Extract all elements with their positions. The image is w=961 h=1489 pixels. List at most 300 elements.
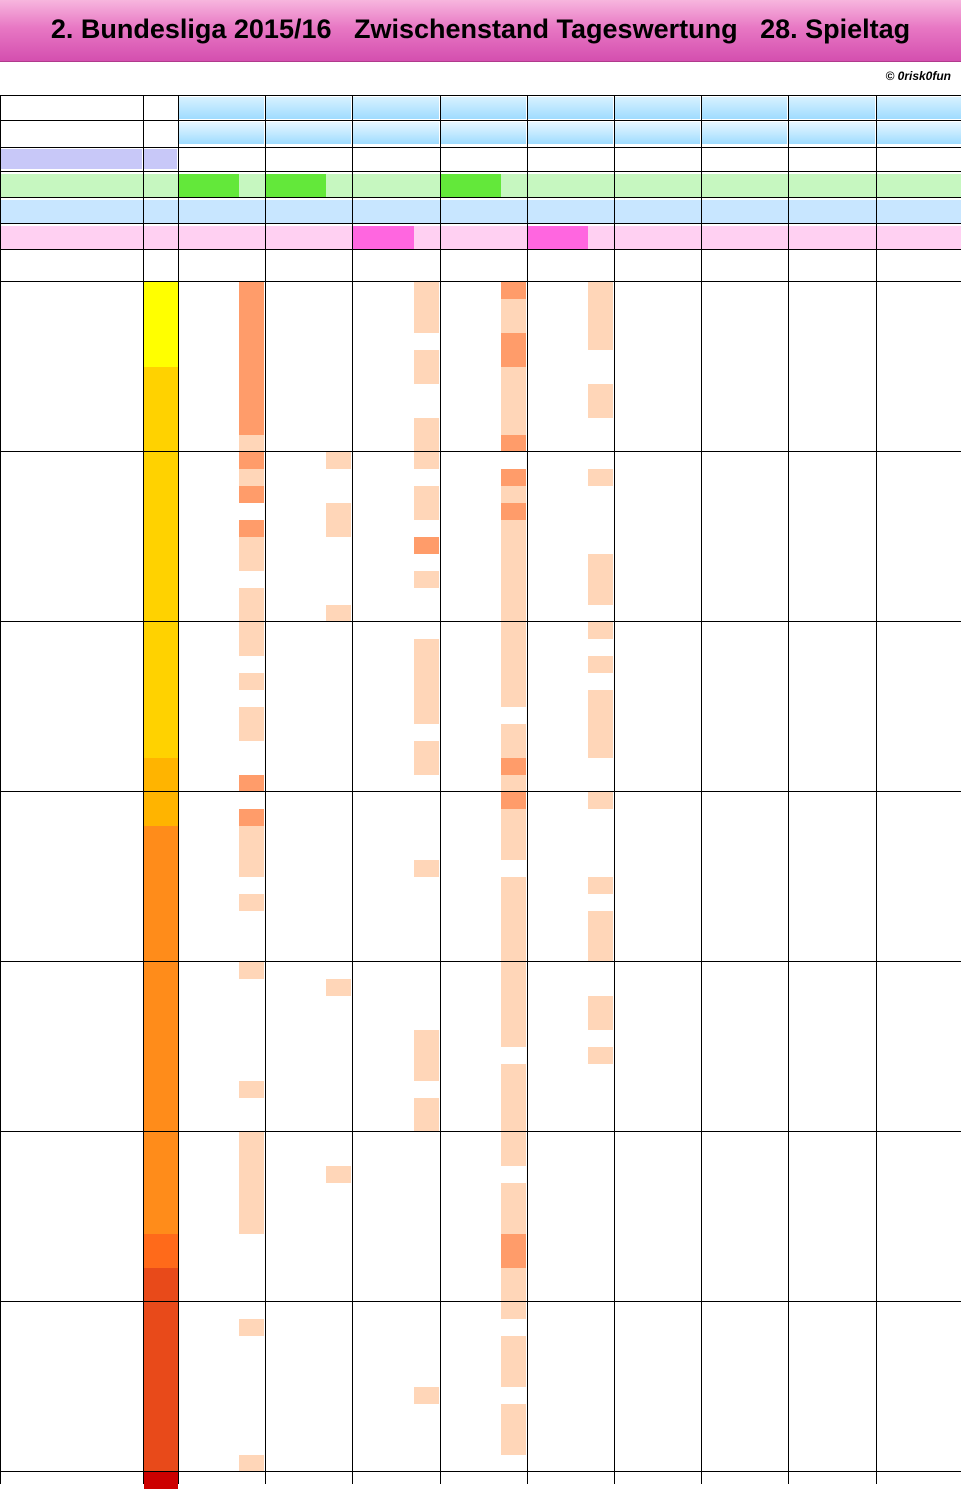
player-tip	[265, 792, 326, 809]
player-points	[414, 843, 439, 860]
player-name	[0, 452, 143, 469]
player-tip	[701, 1251, 762, 1268]
player-points	[501, 1404, 526, 1421]
player-tip	[876, 282, 937, 299]
player-tip	[788, 945, 849, 962]
row-divider	[0, 451, 961, 452]
player-tip	[701, 1183, 762, 1200]
player-tip	[876, 401, 937, 418]
player-tip	[265, 1115, 326, 1132]
tipper-count	[0, 125, 143, 142]
player-gp	[144, 945, 178, 962]
player-tip	[527, 520, 588, 537]
player-tip	[876, 1370, 937, 1387]
player-tip	[876, 1217, 937, 1234]
player-points	[239, 1438, 264, 1455]
player-tip	[701, 860, 762, 877]
player-tip	[352, 1404, 413, 1421]
player-tip	[788, 1200, 849, 1217]
player-points	[326, 1064, 351, 1081]
player-tip	[614, 1421, 675, 1438]
stat-value	[789, 226, 849, 250]
player-points	[239, 707, 264, 724]
player-points	[239, 1200, 264, 1217]
player-tip	[527, 1319, 588, 1336]
player-name	[0, 1217, 143, 1234]
player-points	[239, 469, 264, 486]
player-name	[0, 758, 143, 775]
player-tip	[265, 1421, 326, 1438]
player-points	[501, 928, 526, 945]
player-tip	[788, 1251, 849, 1268]
player-gp	[144, 1217, 178, 1234]
player-name	[0, 554, 143, 571]
player-points	[326, 1404, 351, 1421]
player-tip	[876, 588, 937, 605]
player-tip	[701, 554, 762, 571]
player-gp	[144, 826, 178, 843]
player-points	[239, 1166, 264, 1183]
player-tip	[265, 1098, 326, 1115]
player-tip	[352, 1115, 413, 1132]
player-name	[0, 1438, 143, 1455]
player-tip	[788, 1013, 849, 1030]
player-tip	[788, 826, 849, 843]
player-tip	[701, 401, 762, 418]
player-gp	[144, 282, 178, 299]
row-divider	[0, 961, 961, 962]
player-points	[239, 996, 264, 1013]
player-name	[0, 1166, 143, 1183]
match-name	[441, 97, 526, 119]
player-tip	[614, 843, 675, 860]
player-tip	[788, 554, 849, 571]
player-points	[501, 707, 526, 724]
player-gp	[144, 1404, 178, 1421]
player-tip	[178, 1336, 239, 1353]
player-name	[0, 316, 143, 333]
player-points	[501, 1115, 526, 1132]
player-tip	[701, 1149, 762, 1166]
player-points	[588, 333, 613, 350]
player-tip	[440, 1183, 501, 1200]
match-name	[702, 97, 787, 119]
player-points	[326, 418, 351, 435]
player-tip	[788, 979, 849, 996]
player-tip	[614, 809, 675, 826]
player-tip	[178, 299, 239, 316]
player-tip	[876, 792, 937, 809]
player-points	[501, 1081, 526, 1098]
player-tip	[701, 1013, 762, 1030]
player-tip	[788, 911, 849, 928]
player-tip	[265, 1047, 326, 1064]
player-gp	[144, 1013, 178, 1030]
player-tip	[701, 928, 762, 945]
column-divider	[440, 95, 441, 1484]
player-points	[588, 945, 613, 962]
player-tip	[440, 333, 501, 350]
player-tip	[788, 605, 849, 622]
player-tip	[614, 384, 675, 401]
player-tip	[178, 843, 239, 860]
player-tip	[265, 1285, 326, 1302]
player-tip	[701, 1234, 762, 1251]
player-tip	[352, 418, 413, 435]
player-tip	[352, 1472, 413, 1489]
player-points	[501, 894, 526, 911]
player-points	[326, 367, 351, 384]
player-gp	[144, 1472, 178, 1489]
player-points	[501, 1064, 526, 1081]
player-name	[0, 350, 143, 367]
player-points	[501, 673, 526, 690]
player-tip	[265, 1319, 326, 1336]
player-gp	[144, 588, 178, 605]
player-tip	[352, 962, 413, 979]
points-header	[850, 122, 875, 144]
player-tip	[701, 503, 762, 520]
player-tip	[352, 588, 413, 605]
player-name	[0, 1064, 143, 1081]
points-header	[326, 122, 351, 144]
player-points	[239, 843, 264, 860]
player-tip	[701, 1081, 762, 1098]
player-name	[0, 1098, 143, 1115]
player-name	[0, 1013, 143, 1030]
player-tip	[788, 1149, 849, 1166]
player-tip	[178, 588, 239, 605]
player-points	[501, 333, 526, 350]
player-points	[414, 520, 439, 537]
player-gp	[144, 656, 178, 673]
player-points	[239, 622, 264, 639]
player-tip	[440, 1302, 501, 1319]
player-tip	[876, 384, 937, 401]
player-points	[239, 571, 264, 588]
player-points	[326, 1302, 351, 1319]
player-name	[0, 843, 143, 860]
player-name	[0, 520, 143, 537]
player-points	[501, 1013, 526, 1030]
stat-value	[615, 200, 675, 224]
player-points	[239, 1098, 264, 1115]
player-points	[588, 809, 613, 826]
player-points	[501, 1302, 526, 1319]
player-points	[414, 367, 439, 384]
player-points	[588, 1064, 613, 1081]
player-tip	[178, 503, 239, 520]
player-tip	[178, 1149, 239, 1166]
points-header	[937, 122, 961, 144]
stat-value	[179, 174, 239, 198]
player-tip	[352, 503, 413, 520]
player-name	[0, 860, 143, 877]
player-gp	[144, 1047, 178, 1064]
player-name	[0, 1132, 143, 1149]
player-tip	[265, 1132, 326, 1149]
player-tip	[527, 928, 588, 945]
player-points	[326, 911, 351, 928]
stat-value	[179, 226, 239, 250]
row-divider	[0, 1131, 961, 1132]
player-tip	[440, 571, 501, 588]
player-tip	[440, 1370, 501, 1387]
player-tip	[614, 452, 675, 469]
player-gp	[144, 469, 178, 486]
player-points	[326, 1472, 351, 1489]
player-points	[414, 571, 439, 588]
player-tip	[265, 367, 326, 384]
player-tip	[788, 486, 849, 503]
player-tip	[614, 1098, 675, 1115]
match-result	[528, 122, 588, 144]
player-tip	[527, 1455, 588, 1472]
player-points	[588, 1047, 613, 1064]
player-tip	[265, 877, 326, 894]
player-tip	[352, 622, 413, 639]
player-tip	[265, 333, 326, 350]
player-tip	[178, 1132, 239, 1149]
player-tip	[265, 1064, 326, 1081]
player-points	[588, 418, 613, 435]
player-tip	[614, 639, 675, 656]
player-name	[0, 928, 143, 945]
player-points	[326, 775, 351, 792]
player-tip	[788, 588, 849, 605]
player-tip	[265, 554, 326, 571]
player-gp	[144, 1200, 178, 1217]
player-points	[501, 792, 526, 809]
player-points	[414, 1149, 439, 1166]
player-points	[239, 350, 264, 367]
player-tip	[265, 537, 326, 554]
player-gp	[144, 690, 178, 707]
player-points	[239, 605, 264, 622]
player-tip	[701, 979, 762, 996]
points-header	[501, 122, 526, 144]
player-tip	[788, 469, 849, 486]
player-tip	[788, 1217, 849, 1234]
player-points	[588, 401, 613, 418]
player-gp	[144, 707, 178, 724]
player-gp	[144, 1183, 178, 1200]
player-tip	[352, 775, 413, 792]
player-tip	[265, 401, 326, 418]
player-tip	[614, 316, 675, 333]
player-tip	[265, 826, 326, 843]
player-tip	[265, 741, 326, 758]
stat-value	[615, 226, 675, 250]
player-tip	[614, 1387, 675, 1404]
player-tip	[352, 673, 413, 690]
player-tip	[440, 452, 501, 469]
player-tip	[178, 877, 239, 894]
player-tip	[178, 1319, 239, 1336]
player-points	[326, 1149, 351, 1166]
player-points	[414, 673, 439, 690]
player-tip	[788, 1047, 849, 1064]
player-tip	[876, 1404, 937, 1421]
player-tip	[614, 1030, 675, 1047]
player-tip	[440, 1251, 501, 1268]
player-points	[326, 1183, 351, 1200]
player-tip	[788, 1438, 849, 1455]
player-points	[326, 622, 351, 639]
player-gp	[144, 401, 178, 418]
player-points	[326, 401, 351, 418]
player-tip	[876, 350, 937, 367]
player-tip	[527, 877, 588, 894]
player-points	[239, 1013, 264, 1030]
player-points	[414, 911, 439, 928]
player-points	[501, 690, 526, 707]
stat-value	[179, 200, 239, 224]
player-tip	[352, 1438, 413, 1455]
player-name	[0, 401, 143, 418]
player-tip	[352, 1251, 413, 1268]
player-tip	[352, 1336, 413, 1353]
player-points	[414, 588, 439, 605]
player-tip	[876, 503, 937, 520]
player-tip	[352, 996, 413, 1013]
player-points	[239, 1336, 264, 1353]
player-name	[0, 384, 143, 401]
player-name	[0, 1370, 143, 1387]
player-points	[414, 1319, 439, 1336]
player-points	[588, 1404, 613, 1421]
player-tip	[178, 979, 239, 996]
player-points	[414, 333, 439, 350]
player-points	[326, 1455, 351, 1472]
player-tip	[440, 1217, 501, 1234]
column-divider	[614, 95, 615, 1484]
player-tip	[876, 1472, 937, 1489]
player-points	[414, 724, 439, 741]
player-points	[239, 1353, 264, 1370]
player-points	[501, 1319, 526, 1336]
player-gp	[144, 894, 178, 911]
player-tip	[614, 282, 675, 299]
player-tip	[788, 1098, 849, 1115]
player-tip	[527, 1115, 588, 1132]
player-tip	[440, 537, 501, 554]
player-points	[588, 282, 613, 299]
player-tip	[178, 1268, 239, 1285]
player-points	[239, 503, 264, 520]
player-name	[0, 911, 143, 928]
player-gp	[144, 1132, 178, 1149]
player-points	[588, 1370, 613, 1387]
player-tip	[614, 469, 675, 486]
player-tip	[527, 282, 588, 299]
player-points	[414, 996, 439, 1013]
player-tip	[527, 860, 588, 877]
player-points	[588, 1251, 613, 1268]
player-points	[414, 1064, 439, 1081]
player-points	[414, 418, 439, 435]
player-tip	[440, 384, 501, 401]
match-result	[179, 122, 239, 144]
player-tip	[440, 1353, 501, 1370]
player-tip	[701, 843, 762, 860]
player-points	[326, 1319, 351, 1336]
player-tip	[701, 1404, 762, 1421]
player-tip	[440, 469, 501, 486]
player-tip	[178, 792, 239, 809]
player-tip	[788, 996, 849, 1013]
player-tip	[788, 401, 849, 418]
player-tip	[352, 1217, 413, 1234]
player-name	[0, 1081, 143, 1098]
player-tip	[527, 503, 588, 520]
player-tip	[527, 333, 588, 350]
player-tip	[352, 1200, 413, 1217]
player-tip	[265, 1234, 326, 1251]
player-points	[588, 503, 613, 520]
player-tip	[440, 1166, 501, 1183]
player-tip	[614, 1234, 675, 1251]
player-tip	[788, 1115, 849, 1132]
player-tip	[876, 333, 937, 350]
player-points	[414, 1081, 439, 1098]
player-points	[239, 809, 264, 826]
player-tip	[527, 724, 588, 741]
player-points	[326, 809, 351, 826]
player-points	[326, 571, 351, 588]
player-tip	[178, 605, 239, 622]
player-tip	[265, 1404, 326, 1421]
player-name	[0, 690, 143, 707]
player-tip	[352, 792, 413, 809]
player-points	[326, 1438, 351, 1455]
player-points	[326, 1013, 351, 1030]
player-points	[414, 1438, 439, 1455]
player-points	[239, 911, 264, 928]
player-tip	[178, 350, 239, 367]
player-points	[501, 486, 526, 503]
stat-gp-cell	[143, 200, 178, 224]
player-points	[326, 1132, 351, 1149]
player-tip	[614, 1200, 675, 1217]
player-tip	[876, 1149, 937, 1166]
row-divider	[0, 791, 961, 792]
player-tip	[788, 1421, 849, 1438]
column-divider	[178, 95, 179, 1484]
player-points	[326, 1353, 351, 1370]
player-points	[588, 1438, 613, 1455]
player-tip	[527, 299, 588, 316]
player-tip	[265, 452, 326, 469]
player-points	[239, 1387, 264, 1404]
player-points	[326, 486, 351, 503]
player-name	[0, 1421, 143, 1438]
player-tip	[178, 1013, 239, 1030]
player-gp	[144, 554, 178, 571]
player-points	[501, 401, 526, 418]
player-tip	[788, 1455, 849, 1472]
player-points	[588, 622, 613, 639]
player-tip	[876, 860, 937, 877]
player-tip	[440, 639, 501, 656]
player-tip	[788, 1030, 849, 1047]
player-tip	[876, 1455, 937, 1472]
player-tip	[614, 503, 675, 520]
player-tip	[788, 1353, 849, 1370]
player-tip	[178, 384, 239, 401]
player-name	[0, 775, 143, 792]
player-gp	[144, 316, 178, 333]
